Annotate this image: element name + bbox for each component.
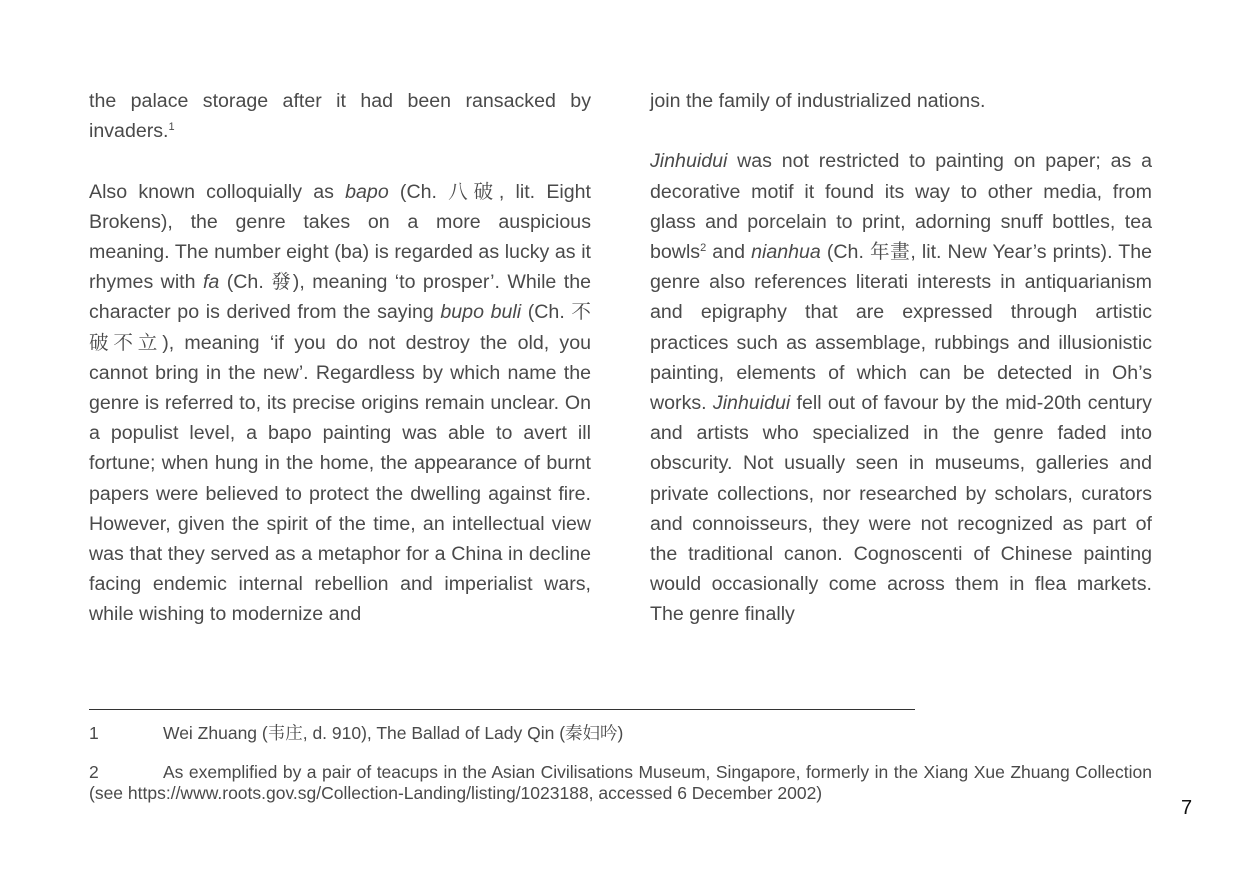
left-paragraph-1	[89, 86, 591, 146]
italic-term: fa	[202, 271, 220, 294]
text-span: and	[706, 241, 752, 263]
footnote-ref-2[interactable]: 2	[700, 242, 707, 254]
text-span: was not restricted to painting on paper; as a decorative motif it found its way to other media, from glass and porcelain to print, adorning snuff bottles, tea bowls	[650, 150, 1152, 263]
italic-term: nianhua	[751, 241, 821, 263]
footnote-number: 1	[89, 723, 99, 743]
footnote-number: 2	[89, 762, 99, 782]
text-span: (Ch. 不破不立), meaning ‘if you do not destroy the old, you cannot bring in the new’. Regardless by which name the genre is referred to, its precise origins remain unclear. On a populist level, a bapo painting was able to avert ill fortune; when hung in the home, the appearance of burnt papers were believed to protect the dwelling against fire. However, given the spirit of the time, an intellectual view was that they served as a metaphor for a China in decline facing endemic internal rebellion and imperialist wars, while wishing to modernize and	[89, 301, 592, 626]
left-paragraph-2	[89, 177, 591, 630]
footnote-2	[89, 762, 1152, 804]
footnote-divider	[89, 709, 915, 710]
text-span: (Ch. 八破, lit. Eight Brokens), the genre takes on a more auspicious meaning. The number eight (ba) is regarded as lucky as it rhymes with	[89, 180, 591, 294]
right-paragraph-1	[650, 86, 1152, 116]
text-span: (Ch. 發), meaning ‘to prosper’. While the character po is derived from the saying	[89, 271, 592, 324]
page-number: 7	[1181, 797, 1193, 819]
right-column	[650, 86, 1152, 630]
italic-term: bapo	[345, 180, 389, 203]
italic-term: Jinhuidui	[650, 150, 728, 173]
text-span: fell out of favour by the mid-20th century and artists who specialized in the genre faded into obscurity. Not usually seen in museums, galleries and private collections, nor researched by scholars, curators and connoisseurs, they were not recognized as part of the traditional canon. Cognoscenti of Chinese painting would occasionally come across them in flea markets. The genre finally	[650, 392, 1152, 626]
footnote-1	[89, 723, 1152, 744]
left-column	[89, 86, 591, 630]
italic-term: Jinhuidui	[712, 392, 791, 415]
text-span: join the family of industrialized nations.	[650, 90, 986, 112]
italic-term: bupo buli	[440, 301, 522, 324]
footnote-text: Wei Zhuang (韦庄, d. 910), The Ballad of Lady Qin (秦妇吟)	[163, 723, 624, 743]
footnote-text: As exemplified by a pair of teacups in the Asian Civilisations Museum, Singapore, formerly in the Xiang Xue Zhuang Collection (see https://www.roots.gov.sg/Collection-Landing/listing/1023188, accessed 6 December 2002)	[89, 762, 1152, 803]
text-span: the palace storage after it had been ransacked by invaders.	[89, 90, 591, 143]
right-paragraph-2	[650, 146, 1152, 629]
text-span: Also known colloquially as	[89, 180, 346, 203]
footnote-ref-1[interactable]: 1	[168, 121, 175, 134]
text-span: (Ch. 年畫, lit. New Year’s prints). The genre also references literati interests in antiquarianism and epigraphy that are expressed through artistic practices such as assemblage, rubbings and illusionistic painting, elements of which can be detected in Oh’s works.	[650, 241, 1152, 415]
